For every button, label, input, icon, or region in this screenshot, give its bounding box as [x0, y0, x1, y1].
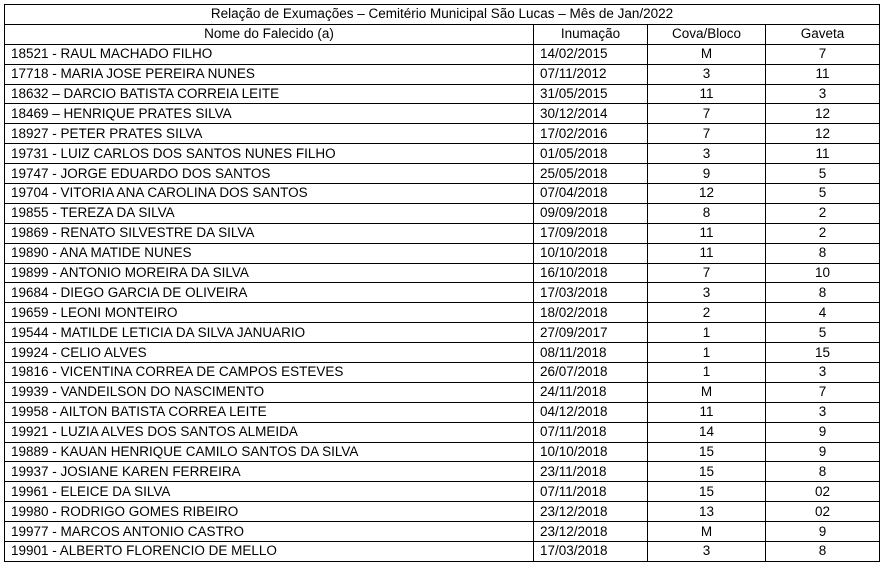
cova-cell: 3	[648, 144, 766, 164]
name-cell: 19544 - MATILDE LETICIA DA SILVA JANUARIO	[5, 323, 534, 343]
date-cell: 10/10/2018	[534, 243, 648, 263]
date-cell: 01/05/2018	[534, 144, 648, 164]
title-row	[5, 5, 880, 25]
name-cell: 18632 – DARCIO BATISTA CORREIA LEITE	[5, 84, 534, 104]
table-body	[5, 44, 880, 561]
date-cell: 23/12/2018	[534, 502, 648, 522]
date-cell: 07/04/2018	[534, 184, 648, 204]
cova-cell: 1	[648, 343, 766, 363]
cova-cell: 7	[648, 104, 766, 124]
gaveta-cell: 10	[766, 263, 880, 283]
gaveta-cell: 2	[766, 223, 880, 243]
cova-cell: 11	[648, 243, 766, 263]
table-row	[5, 402, 880, 422]
date-cell: 04/12/2018	[534, 402, 648, 422]
table-row	[5, 124, 880, 144]
table-title: Relação de Exumações – Cemitério Municipal São Lucas – Mês de Jan/2022	[5, 5, 880, 25]
table-row	[5, 522, 880, 542]
date-cell: 30/12/2014	[534, 104, 648, 124]
name-cell: 19747 - JORGE EDUARDO DOS SANTOS	[5, 164, 534, 184]
name-cell: 19869 - RENATO SILVESTRE DA SILVA	[5, 223, 534, 243]
gaveta-cell: 3	[766, 84, 880, 104]
gaveta-cell: 5	[766, 184, 880, 204]
cova-cell: M	[648, 44, 766, 64]
cova-cell: 11	[648, 84, 766, 104]
cova-cell: 7	[648, 124, 766, 144]
column-header-gaveta: Gaveta	[766, 24, 880, 44]
table-row	[5, 323, 880, 343]
name-cell: 19855 - TEREZA DA SILVA	[5, 203, 534, 223]
date-cell: 17/09/2018	[534, 223, 648, 243]
table-row	[5, 382, 880, 402]
table-row	[5, 343, 880, 363]
cova-cell: 9	[648, 164, 766, 184]
name-cell: 19659 - LEONI MONTEIRO	[5, 303, 534, 323]
date-cell: 23/12/2018	[534, 522, 648, 542]
name-cell: 19921 - LUZIA ALVES DOS SANTOS ALMEIDA	[5, 422, 534, 442]
gaveta-cell: 9	[766, 442, 880, 462]
name-cell: 19684 - DIEGO GARCIA DE OLIVEIRA	[5, 283, 534, 303]
name-cell: 18521 - RAUL MACHADO FILHO	[5, 44, 534, 64]
cova-cell: 15	[648, 482, 766, 502]
cova-cell: M	[648, 382, 766, 402]
date-cell: 14/02/2015	[534, 44, 648, 64]
table-row	[5, 243, 880, 263]
name-cell: 19939 - VANDEILSON DO NASCIMENTO	[5, 382, 534, 402]
cova-cell: 3	[648, 283, 766, 303]
gaveta-cell: 02	[766, 502, 880, 522]
date-cell: 09/09/2018	[534, 203, 648, 223]
cova-cell: M	[648, 522, 766, 542]
cova-cell: 11	[648, 402, 766, 422]
cova-cell: 8	[648, 203, 766, 223]
cova-cell: 13	[648, 502, 766, 522]
gaveta-cell: 8	[766, 542, 880, 562]
table-row	[5, 64, 880, 84]
date-cell: 07/11/2018	[534, 422, 648, 442]
cova-cell: 2	[648, 303, 766, 323]
date-cell: 07/11/2012	[534, 64, 648, 84]
exhumation-table	[4, 4, 880, 562]
column-header-date: Inumação	[534, 24, 648, 44]
name-cell: 19899 - ANTONIO MOREIRA DA SILVA	[5, 263, 534, 283]
gaveta-cell: 5	[766, 323, 880, 343]
table-row	[5, 303, 880, 323]
date-cell: 16/10/2018	[534, 263, 648, 283]
gaveta-cell: 9	[766, 422, 880, 442]
gaveta-cell: 8	[766, 462, 880, 482]
name-cell: 19958 - AILTON BATISTA CORREA LEITE	[5, 402, 534, 422]
cova-cell: 1	[648, 323, 766, 343]
date-cell: 26/07/2018	[534, 363, 648, 383]
date-cell: 24/11/2018	[534, 382, 648, 402]
table-row	[5, 542, 880, 562]
table-row	[5, 223, 880, 243]
name-cell: 18927 - PETER PRATES SILVA	[5, 124, 534, 144]
date-cell: 23/11/2018	[534, 462, 648, 482]
name-cell: 19816 - VICENTINA CORREA DE CAMPOS ESTEVES	[5, 363, 534, 383]
table-row	[5, 462, 880, 482]
table-row	[5, 363, 880, 383]
gaveta-cell: 12	[766, 124, 880, 144]
gaveta-cell: 11	[766, 64, 880, 84]
name-cell: 19937 - JOSIANE KAREN FERREIRA	[5, 462, 534, 482]
table-row	[5, 422, 880, 442]
table-row	[5, 164, 880, 184]
column-header-name: Nome do Falecido (a)	[5, 24, 534, 44]
cova-cell: 3	[648, 542, 766, 562]
gaveta-cell: 4	[766, 303, 880, 323]
header-row	[5, 24, 880, 44]
table-row	[5, 442, 880, 462]
table-row	[5, 144, 880, 164]
gaveta-cell: 3	[766, 363, 880, 383]
table-row	[5, 203, 880, 223]
column-header-cova: Cova/Bloco	[648, 24, 766, 44]
gaveta-cell: 02	[766, 482, 880, 502]
date-cell: 08/11/2018	[534, 343, 648, 363]
table-row	[5, 263, 880, 283]
table-row	[5, 283, 880, 303]
name-cell: 19889 - KAUAN HENRIQUE CAMILO SANTOS DA SILVA	[5, 442, 534, 462]
gaveta-cell: 8	[766, 283, 880, 303]
name-cell: 18469 – HENRIQUE PRATES SILVA	[5, 104, 534, 124]
date-cell: 18/02/2018	[534, 303, 648, 323]
date-cell: 07/11/2018	[534, 482, 648, 502]
table-row	[5, 84, 880, 104]
gaveta-cell: 3	[766, 402, 880, 422]
name-cell: 19980 - RODRIGO GOMES RIBEIRO	[5, 502, 534, 522]
cova-cell: 1	[648, 363, 766, 383]
cova-cell: 12	[648, 184, 766, 204]
gaveta-cell: 7	[766, 382, 880, 402]
name-cell: 17718 - MARIA JOSE PEREIRA NUNES	[5, 64, 534, 84]
name-cell: 19924 - CELIO ALVES	[5, 343, 534, 363]
cova-cell: 15	[648, 442, 766, 462]
gaveta-cell: 5	[766, 164, 880, 184]
cova-cell: 11	[648, 223, 766, 243]
table-row	[5, 184, 880, 204]
name-cell: 19731 - LUIZ CARLOS DOS SANTOS NUNES FILHO	[5, 144, 534, 164]
table-row	[5, 44, 880, 64]
table-row	[5, 104, 880, 124]
gaveta-cell: 2	[766, 203, 880, 223]
name-cell: 19901 - ALBERTO FLORENCIO DE MELLO	[5, 542, 534, 562]
gaveta-cell: 8	[766, 243, 880, 263]
gaveta-cell: 11	[766, 144, 880, 164]
name-cell: 19890 - ANA MATIDE NUNES	[5, 243, 534, 263]
name-cell: 19961 - ELEICE DA SILVA	[5, 482, 534, 502]
gaveta-cell: 7	[766, 44, 880, 64]
date-cell: 10/10/2018	[534, 442, 648, 462]
cova-cell: 7	[648, 263, 766, 283]
name-cell: 19704 - VITORIA ANA CAROLINA DOS SANTOS	[5, 184, 534, 204]
name-cell: 19977 - MARCOS ANTONIO CASTRO	[5, 522, 534, 542]
date-cell: 31/05/2015	[534, 84, 648, 104]
gaveta-cell: 12	[766, 104, 880, 124]
cova-cell: 14	[648, 422, 766, 442]
cova-cell: 15	[648, 462, 766, 482]
date-cell: 17/03/2018	[534, 542, 648, 562]
date-cell: 27/09/2017	[534, 323, 648, 343]
cova-cell: 3	[648, 64, 766, 84]
date-cell: 17/03/2018	[534, 283, 648, 303]
date-cell: 17/02/2016	[534, 124, 648, 144]
table-row	[5, 502, 880, 522]
table-row	[5, 482, 880, 502]
gaveta-cell: 9	[766, 522, 880, 542]
gaveta-cell: 15	[766, 343, 880, 363]
date-cell: 25/05/2018	[534, 164, 648, 184]
